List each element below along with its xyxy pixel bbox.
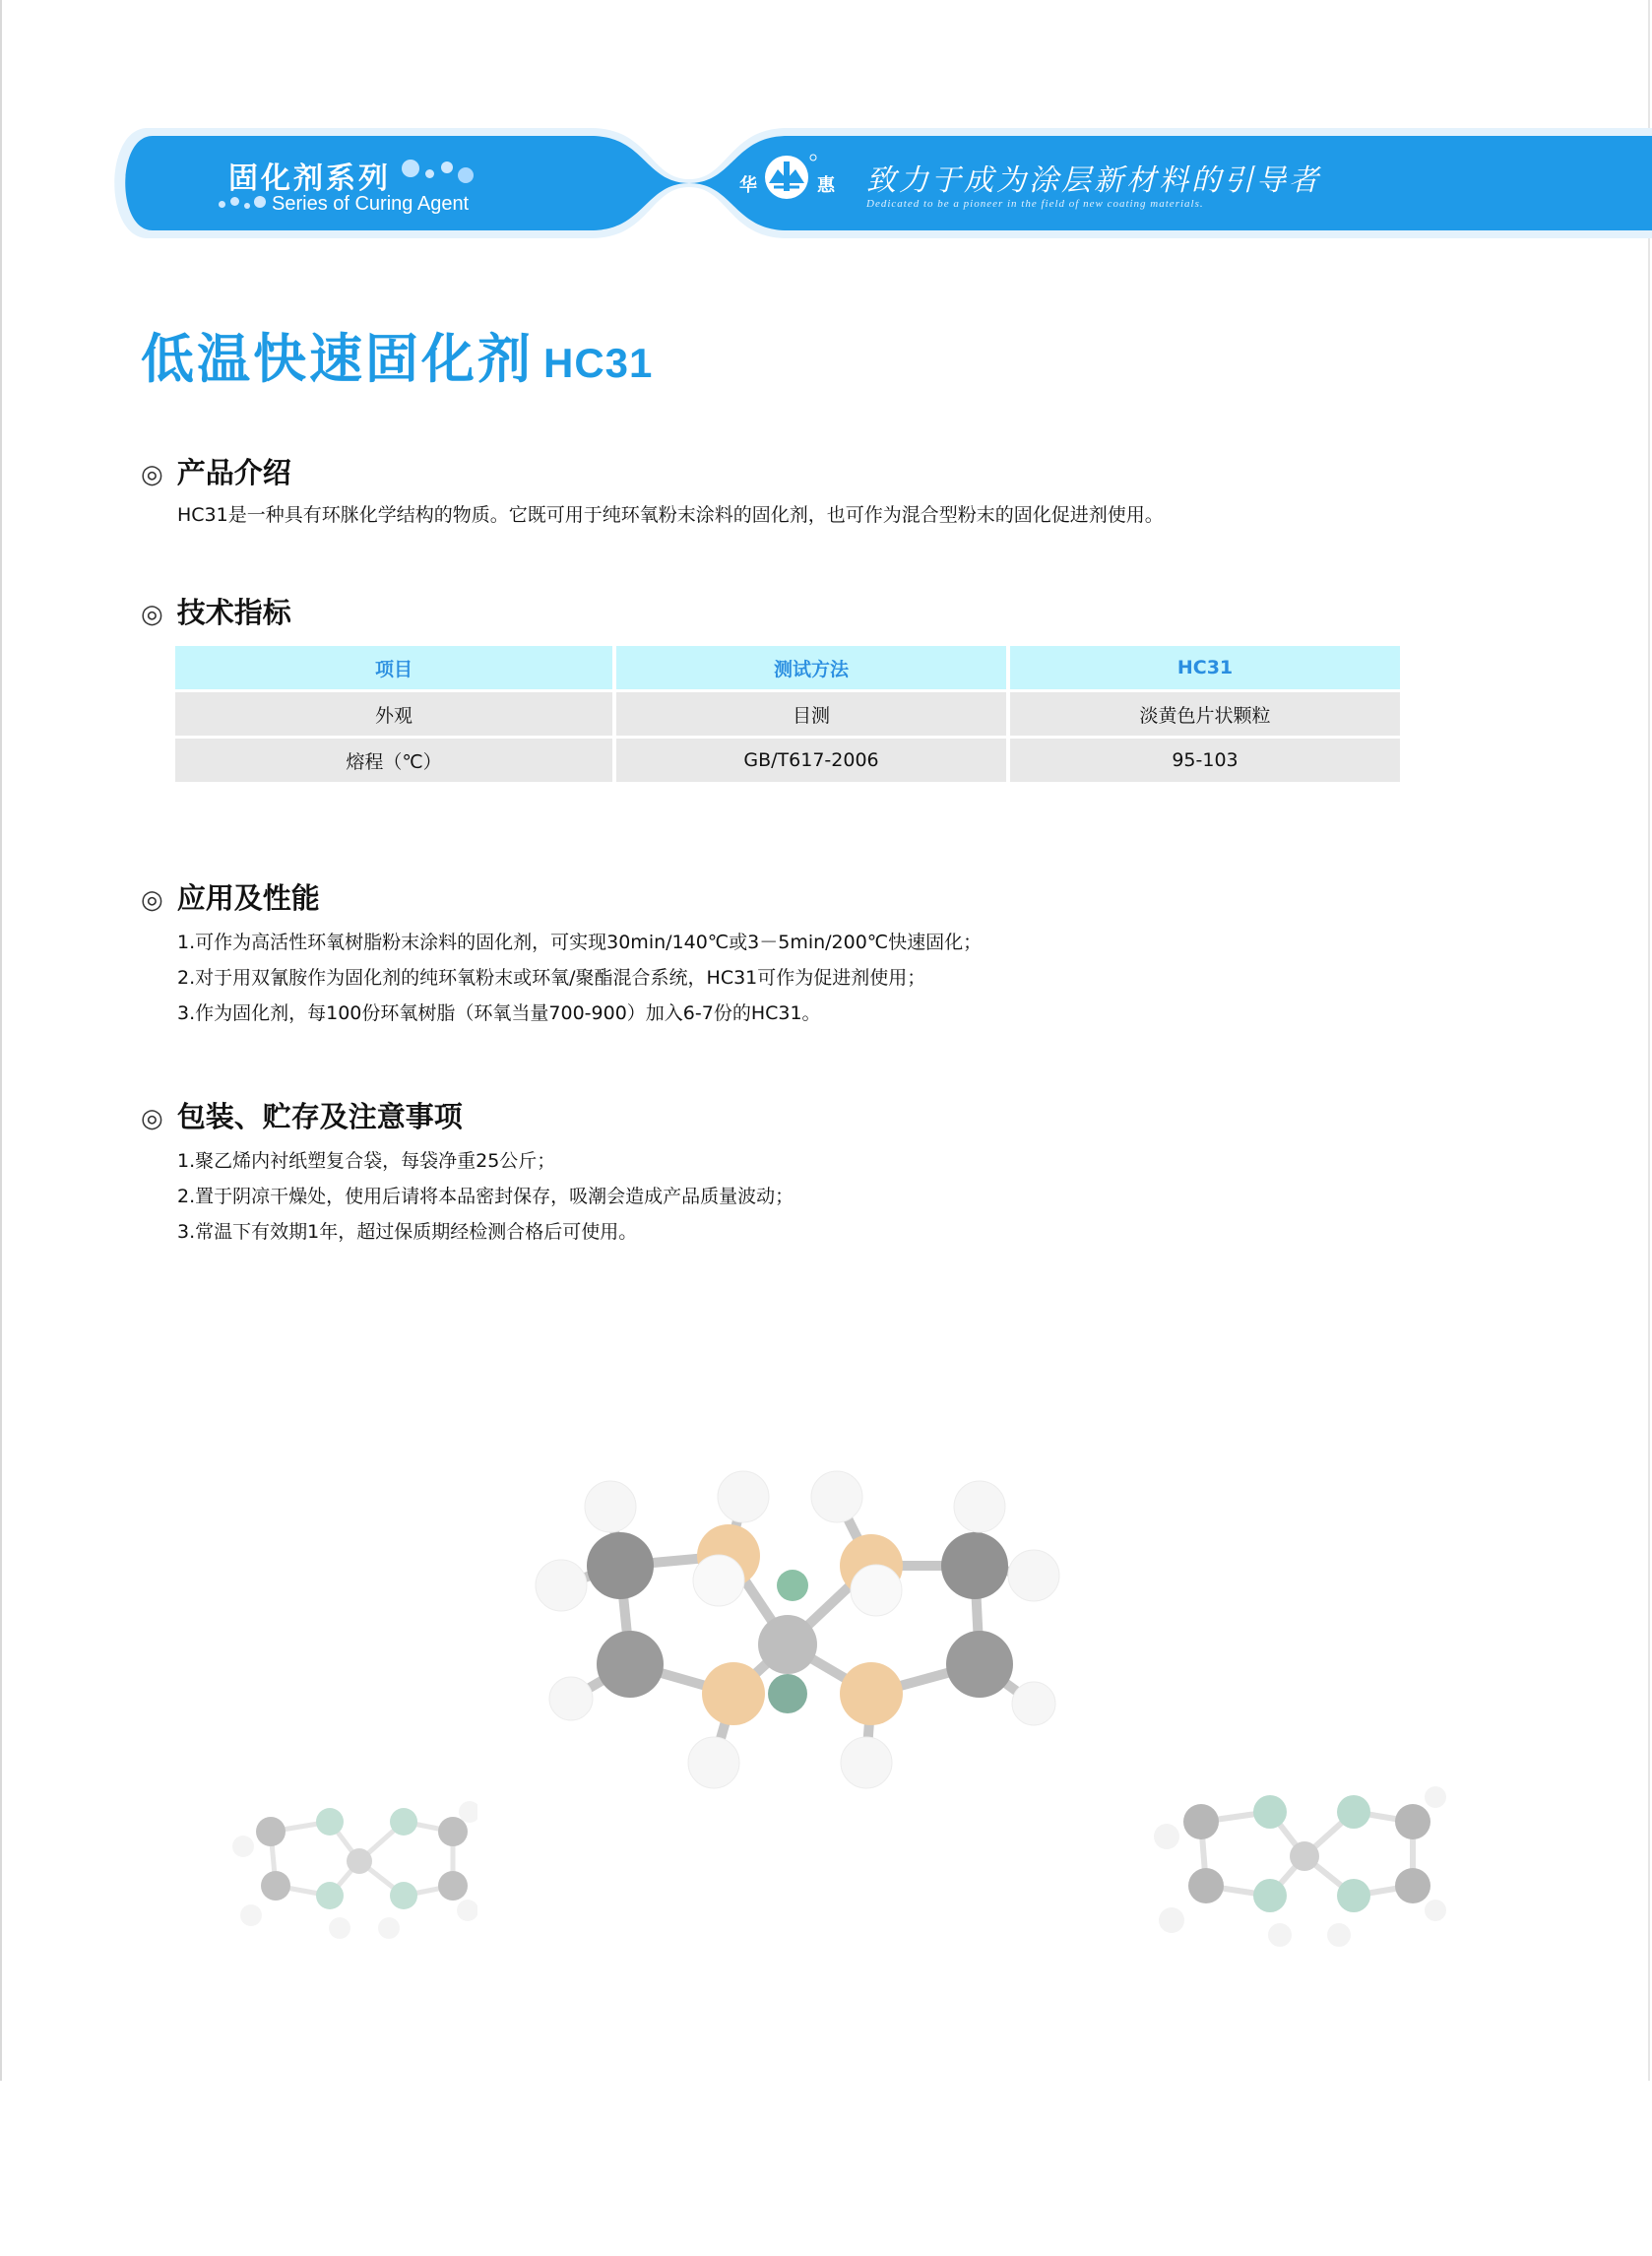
section-heading-specs (141, 591, 291, 631)
specs-heading: 技术指标 (176, 596, 291, 629)
series-title-en: Series of Curing Agent (272, 193, 470, 215)
product-name: 低温快速固化剂 (141, 328, 534, 390)
application-item: 2.对于用双氰胺作为固化剂的纯环氧粉末或环氧/聚酯混合系统，HC31可作为促进剂使用； (177, 967, 926, 989)
section-mark-icon: ◎ (141, 460, 163, 489)
section-mark-icon: ◎ (141, 885, 163, 915)
table-cell: 淡黄色片状颗粒 (1010, 692, 1400, 736)
storage-item: 1.聚乙烯内衬纸塑复合袋，每袋净重25公斤； (177, 1150, 556, 1172)
storage-heading: 包装、贮存及注意事项 (176, 1100, 463, 1133)
table-header-row (175, 646, 1400, 689)
storage-item: 3.常温下有效期1年，超过保质期经检测合格后可使用。 (177, 1221, 638, 1243)
storage-item: 2.置于阴凉干燥处，使用后请将本品密封保存，吸潮会造成产品质量波动； (177, 1186, 794, 1207)
spec-table (171, 643, 1404, 785)
application-heading: 应用及性能 (176, 881, 320, 915)
table-cell: 95-103 (1010, 739, 1400, 782)
section-heading-application (141, 876, 320, 917)
section-heading-storage (141, 1095, 463, 1135)
slogan-en: Dedicated to be a pioneer in the field of new coating materials. (866, 198, 1204, 210)
table-cell: 目测 (616, 692, 1006, 736)
logo-text-right: 惠 (817, 175, 835, 196)
series-title-cn: 固化剂系列 (228, 161, 391, 196)
section-heading-intro (141, 451, 291, 491)
product-title (141, 317, 653, 393)
column-header: HC31 (1010, 646, 1400, 689)
table-row (175, 739, 1400, 782)
product-code: HC31 (543, 340, 654, 386)
molecule-illustration-small-right (1152, 1753, 1447, 1950)
slogan-cn: 致力于成为涂层新材料的引导者 (866, 163, 1321, 198)
molecule-illustration-large (522, 1467, 1073, 1822)
section-mark-icon: ◎ (141, 600, 163, 629)
application-item: 3.作为固化剂，每100份环氧树脂（环氧当量700-900）加入6-7份的HC31。 (177, 1002, 821, 1024)
logo-text-left: 华 (739, 175, 757, 196)
intro-text: HC31是一种具有环脒化学结构的物质。它既可用于纯环氧粉末涂料的固化剂，也可作为混合型粉末的固化促进剂使用。 (177, 504, 1164, 526)
table-cell: GB/T617-2006 (616, 739, 1006, 782)
application-item: 1.可作为高活性环氧树脂粉末涂料的固化剂，可实现30min/140℃或3－5min/200℃快速固化； (177, 932, 983, 953)
table-cell: 熔程（℃） (175, 739, 612, 782)
molecule-illustration-small-left (231, 1773, 477, 1940)
section-mark-icon: ◎ (141, 1104, 163, 1133)
table-row (175, 692, 1400, 736)
table-cell: 外观 (175, 692, 612, 736)
column-header: 项目 (175, 646, 612, 689)
intro-heading: 产品介绍 (176, 456, 291, 489)
column-header: 测试方法 (616, 646, 1006, 689)
